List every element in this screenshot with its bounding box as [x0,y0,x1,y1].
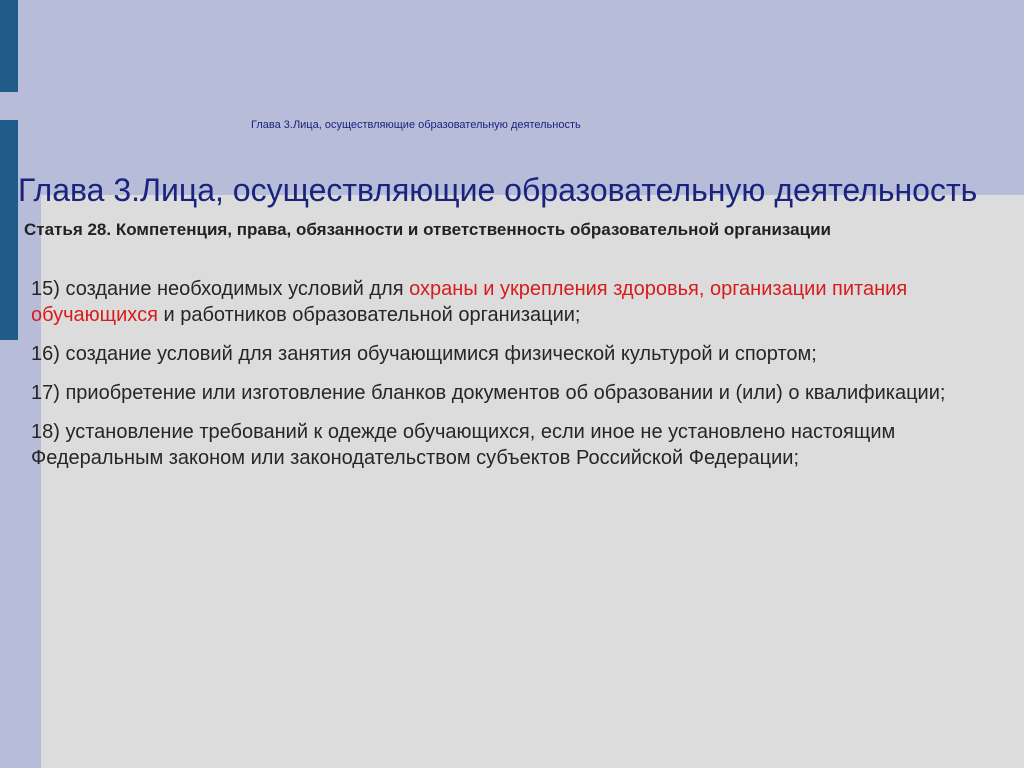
list-item-15 [31,276,971,328]
slide-small-title: Глава 3.Лица, осуществляющие образовательную деятельность [251,119,581,131]
list-item-18: 18) установление требований к одежде обучающихся, если иное не установлено настоящим Федеральным законом или законодательством субъектов Российской Федерации; [31,421,896,469]
item-15-text-end: и работников образовательной организации; [157,304,581,326]
accent-strip-middle [0,120,18,340]
list-item-17: 17) приобретение или изготовление бланков документов об образовании и (или) о квалификации; [31,382,946,404]
header-band [0,0,1024,195]
article-heading: Статья 28. Компетенция, права, обязанности и ответственность образовательной организации [24,220,831,239]
slide-title: Глава 3.Лица, осуществляющие образовательную деятельность [18,172,978,208]
list-item-16: 16) создание условий для занятия обучающимися физической культурой и спортом; [31,343,817,365]
item-15-highlight: охраны и укрепления здоровья, организации питания обучающихся [31,278,908,326]
accent-strip-top [0,0,18,92]
item-15-text-start: 15) создание необходимых условий для [31,278,410,300]
item-list [31,276,971,484]
